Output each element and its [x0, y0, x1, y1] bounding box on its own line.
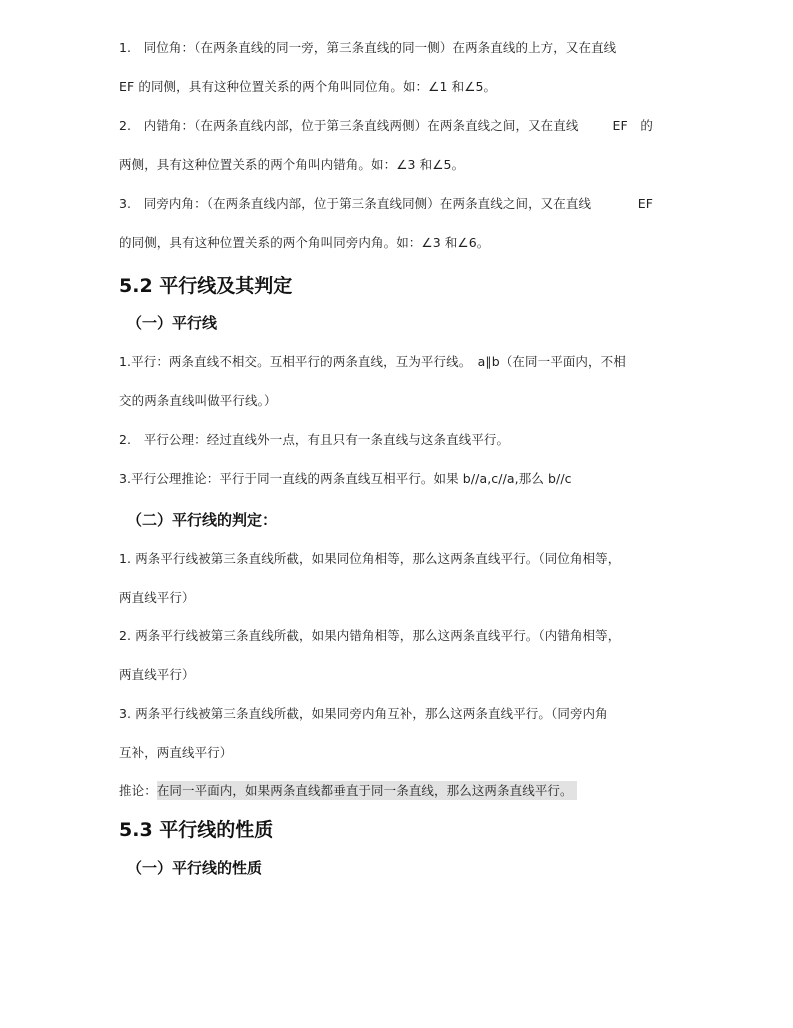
parallel-axiom-corollary: 3.平行公理推论：平行于同一直线的两条直线互相平行。如果 b//a,c//a,那么 b//c — [119, 471, 572, 486]
co-interior-angles-text: 3. 同旁内角：（在两条直线内部，位于第三条直线同侧）在两条直线之间，又在直线 — [119, 196, 592, 211]
corresponding-angles-line2: EF 的同侧，具有这种位置关系的两个角叫同位角。如：∠1 和∠5。 — [119, 79, 497, 94]
inference-label: 推论： — [119, 783, 157, 798]
co-interior-angles-ef: EF — [637, 196, 653, 211]
subheading-parallel-properties: （一）平行线的性质 — [127, 859, 263, 877]
inference-line — [119, 783, 577, 799]
criterion-3-line2: 互补，两直线平行） — [119, 745, 233, 760]
criterion-3-line1: 3. 两条平行线被第三条直线所截，如果同旁内角互补，那么这两条直线平行。（同旁内角 — [119, 706, 608, 721]
section-heading-5-3: 5.3 平行线的性质 — [119, 819, 274, 841]
inference-highlighted-text: 在同一平面内，如果两条直线都垂直于同一条直线，那么这两条直线平行。 — [157, 781, 577, 800]
parallel-axiom: 2. 平行公理：经过直线外一点，有且只有一条直线与这条直线平行。 — [119, 432, 510, 447]
alternate-angles-text: 2. 内错角：（在两条直线内部，位于第三条直线两侧）在两条直线之间，又在直线 — [119, 118, 579, 133]
subheading-parallel-lines: （一）平行线 — [127, 314, 218, 332]
criterion-1-line1: 1. 两条平行线被第三条直线所截，如果同位角相等，那么这两条直线平行。（同位角相等， — [119, 551, 621, 566]
alternate-angles-line1 — [119, 118, 653, 134]
section-heading-5-2: 5.2 平行线及其判定 — [119, 275, 293, 297]
co-interior-angles-line1 — [119, 196, 653, 212]
corresponding-angles-line1: 1. 同位角：（在两条直线的同一旁，第三条直线的同一侧）在两条直线的上方，又在直线 — [119, 40, 617, 55]
criterion-2-line2: 两直线平行） — [119, 667, 195, 682]
subheading-parallel-criteria: （二）平行线的判定： — [127, 511, 278, 529]
parallel-definition-line1: 1.平行：两条直线不相交。互相平行的两条直线，互为平行线。 a∥b（在同一平面内，不相 — [119, 354, 626, 369]
criterion-2-line1: 2. 两条平行线被第三条直线所截，如果内错角相等，那么这两条直线平行。（内错角相等， — [119, 628, 621, 643]
parallel-definition-line2: 交的两条直线叫做平行线。） — [119, 393, 277, 408]
alternate-angles-ef: EF 的 — [612, 118, 653, 133]
co-interior-angles-line2: 的同侧，具有这种位置关系的两个角叫同旁内角。如：∠3 和∠6。 — [119, 235, 490, 250]
alternate-angles-line2: 两侧，具有这种位置关系的两个角叫内错角。如：∠3 和∠5。 — [119, 157, 465, 172]
criterion-1-line2: 两直线平行） — [119, 590, 195, 605]
